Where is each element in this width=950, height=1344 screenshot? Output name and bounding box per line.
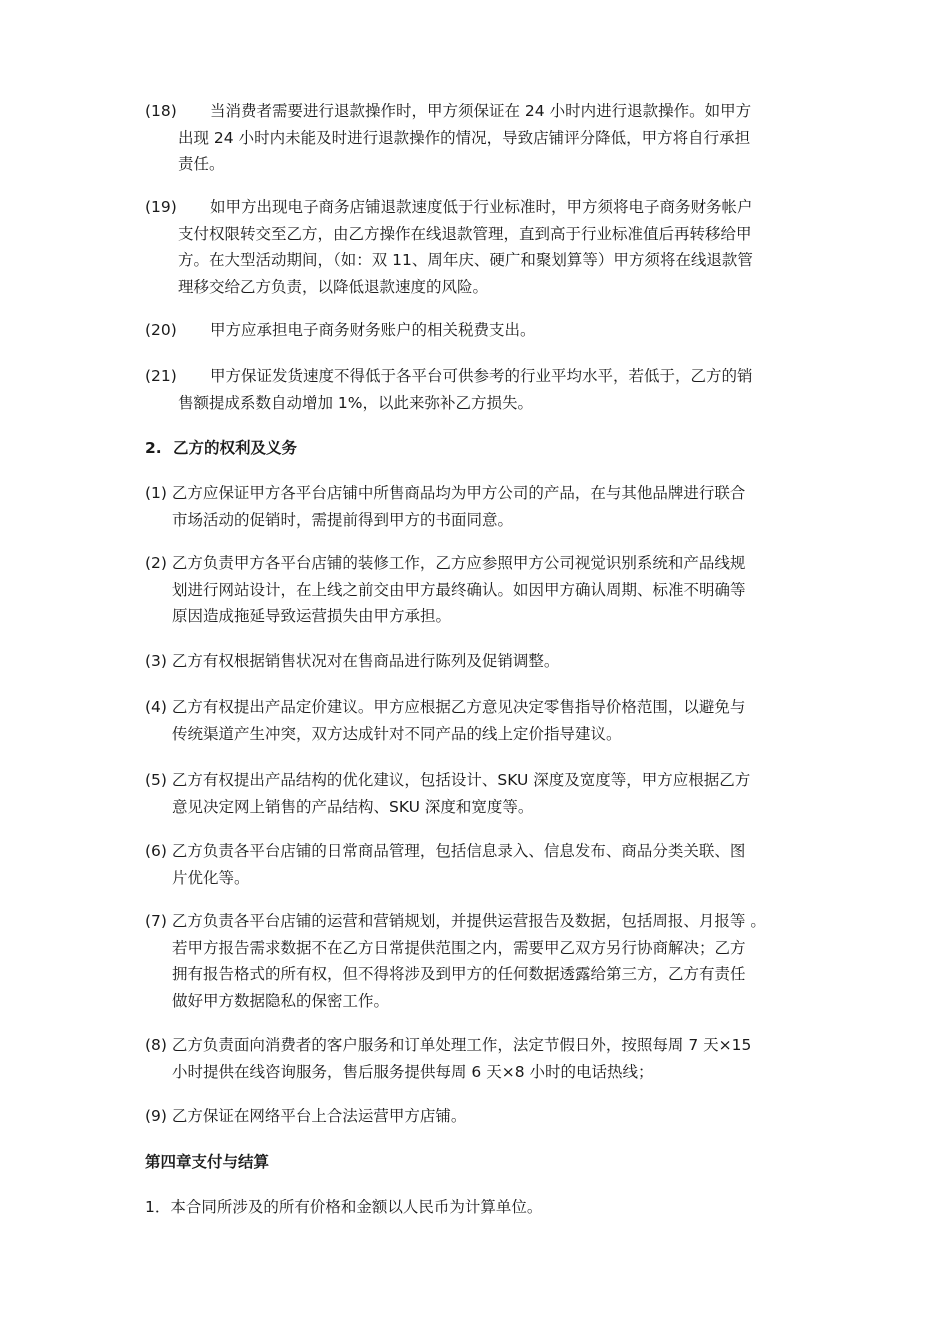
clause-b-6 [145, 838, 815, 891]
clause-number: (18) [145, 102, 177, 120]
clause-number: (7) [145, 912, 167, 930]
clause-text: 售额提成系数自动增加 1%，以此来弥补乙方损失。 [178, 393, 534, 412]
clause-number: (21) [145, 367, 177, 385]
clause-text: 乙方负责各平台店铺的日常商品管理，包括信息录入、信息发布、商品分类关联、图 [171, 842, 746, 860]
clause-b-2 [145, 550, 815, 630]
clause-b-1 [145, 480, 815, 533]
clause-number: (4) [145, 698, 167, 716]
clause-text: 乙方保证在网络平台上合法运营甲方店铺。 [171, 1107, 467, 1125]
clause-text: 小时提供在线咨询服务，售后服务提供每周 6 天×8 小时的电话热线； [172, 1062, 654, 1081]
clause-number: (8) [145, 1036, 167, 1054]
clause-text: 乙方负责各平台店铺的运营和营销规划，并提供运营报告及数据，包括周报、月报等 。 [171, 912, 766, 930]
clause-text: 乙方应保证甲方各平台店铺中所售商品均为甲方公司的产品，在与其他品牌进行联合 [171, 484, 746, 502]
clause-text: 市场活动的促销时，需提前得到甲方的书面同意。 [172, 510, 514, 529]
clause-21 [145, 363, 815, 416]
clause-text: 做好甲方数据隐私的保密工作。 [172, 991, 390, 1010]
chapter-heading [145, 1149, 815, 1176]
clause-text: 拥有报告格式的所有权，但不得将涉及到甲方的任何数据透露给第三方，乙方有责任 [172, 965, 746, 983]
clause-number: (19) [145, 198, 177, 216]
clause-20 [145, 317, 815, 344]
clause-b-5 [145, 767, 815, 820]
clause-b-4 [145, 694, 815, 747]
clause-19 [145, 194, 815, 300]
clause-text: 划进行网站设计，在上线之前交由甲方最终确认。如因甲方确认周期、标准不明确等 [172, 580, 746, 599]
clause-18 [145, 98, 815, 178]
clause-b-8 [145, 1032, 815, 1085]
clause-number: (6) [145, 842, 167, 860]
clause-text: 传统渠道产生冲突，双方达成针对不同产品的线上定价指导建议。 [172, 724, 622, 743]
clause-text: 责任。 [178, 155, 225, 173]
section-title: 乙方的权利及义务 [173, 439, 298, 457]
chapter-item-1 [145, 1194, 815, 1221]
section-heading [145, 435, 815, 462]
clause-number: (9) [145, 1107, 167, 1125]
chapter-title: 第四章支付与结算 [145, 1153, 270, 1171]
clause-text: 乙方有权根据销售状况对在售商品进行陈列及促销调整。 [171, 652, 560, 670]
clause-text: 乙方有权提出产品结构的优化建议，包括设计、SKU 深度及宽度等，甲方应根据乙方 [171, 771, 751, 789]
clause-b-9 [145, 1103, 815, 1130]
clause-text: 若甲方报告需求数据不在乙方日常提供范围之内，需要甲乙双方另行协商解决；乙方 [172, 938, 746, 957]
clause-text: 乙方负责面向消费者的客户服务和订单处理工作，法定节假日外，按照每周 7 天×15 [171, 1036, 752, 1054]
section-number: 2. [145, 439, 162, 457]
clause-number: (2) [145, 554, 167, 572]
clause-text: 原因造成拖延导致运营损失由甲方承担。 [172, 607, 452, 625]
clause-number: (5) [145, 771, 167, 789]
clause-text: 理移交给乙方负责，以降低退款速度的风险。 [178, 277, 489, 296]
clause-b-7 [145, 908, 815, 1014]
clause-b-3 [145, 648, 815, 675]
clause-text: 甲方保证发货速度不得低于各平台可供参考的行业平均水平，若低于，乙方的销 [210, 367, 753, 385]
clause-text: 乙方负责甲方各平台店铺的装修工作，乙方应参照甲方公司视觉识别系统和产品线规 [171, 554, 746, 572]
item-number: 1． [145, 1198, 171, 1216]
clause-text: 出现 24 小时内未能及时进行退款操作的情况，导致店铺评分降低，甲方将自行承担 [178, 128, 751, 147]
clause-text: 方。在大型活动期间，（如：双 11、周年庆、硬广和聚划算等）甲方须将在线退款管 [178, 251, 753, 269]
clause-text: 如甲方出现电子商务店铺退款速度低于行业标准时，甲方须将电子商务财务帐户 [210, 198, 753, 216]
clause-text: 支付权限转交至乙方，由乙方操作在线退款管理，直到高于行业标准值后再转移给甲 [178, 224, 752, 243]
clause-number: (3) [145, 652, 167, 670]
clause-text: 乙方有权提出产品定价建议。甲方应根据乙方意见决定零售指导价格范围，以避免与 [171, 698, 746, 716]
clause-number: (20) [145, 321, 177, 339]
item-text: 本合同所涉及的所有价格和金额以人民币为计算单位。 [170, 1198, 543, 1216]
clause-text: 意见决定网上销售的产品结构、SKU 深度和宽度等。 [172, 797, 534, 816]
clause-text: 甲方应承担电子商务财务账户的相关税费支出。 [210, 321, 536, 339]
clause-text: 片优化等。 [172, 868, 250, 887]
clause-number: (1) [145, 484, 167, 502]
clause-text: 当消费者需要进行退款操作时，甲方须保证在 24 小时内进行退款操作。如甲方 [210, 102, 752, 120]
